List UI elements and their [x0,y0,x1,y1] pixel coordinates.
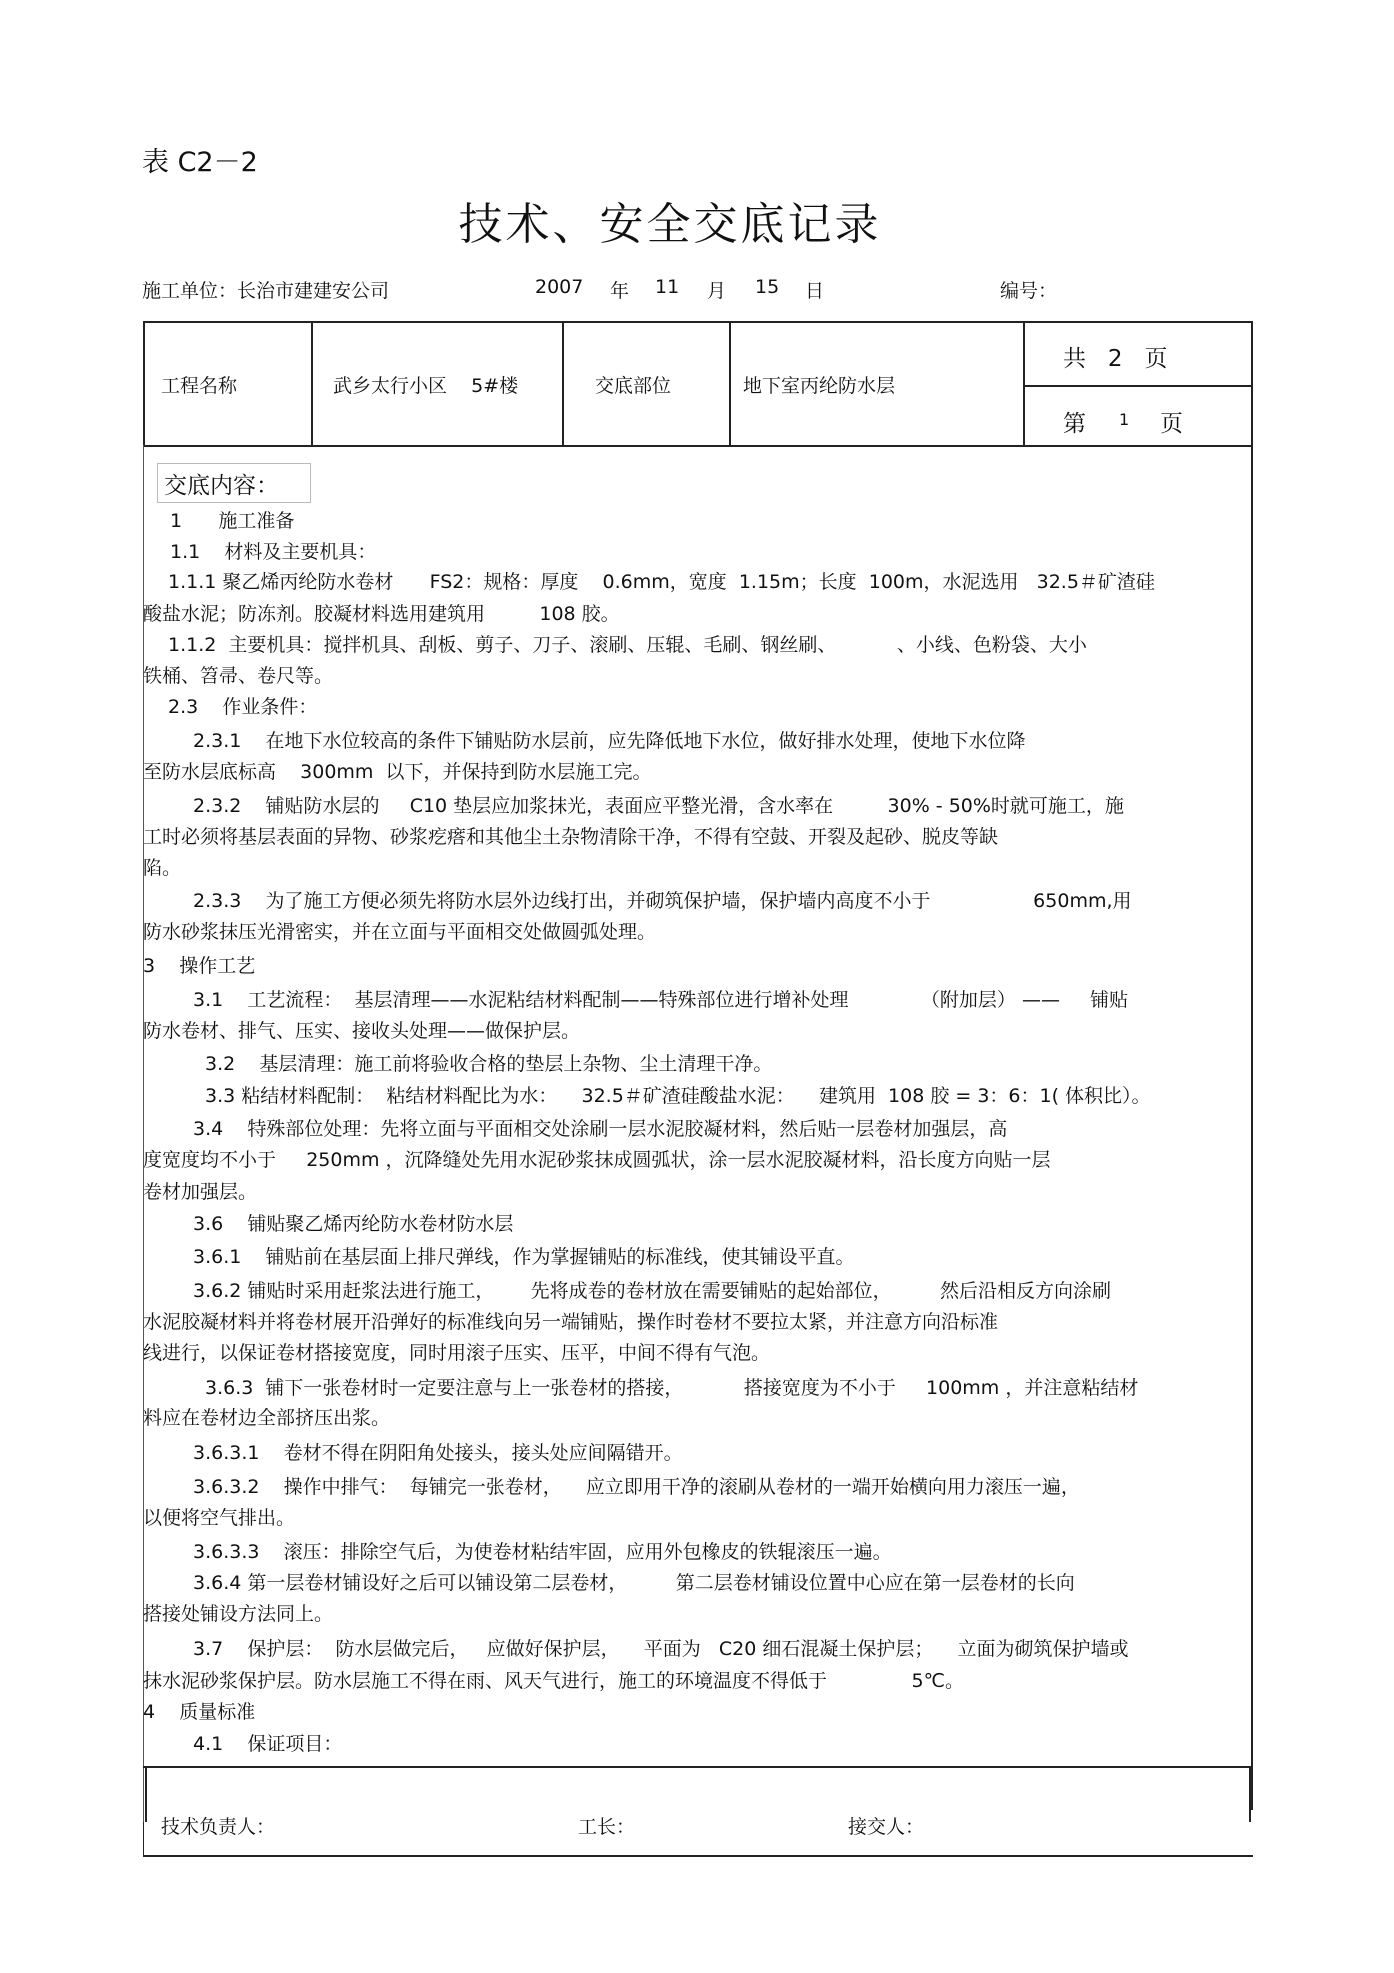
content-line: 水泥胶凝材料并将卷材展开沿弹好的标准线向另一端铺贴，操作时卷材不要拉太紧，并注意方向沿标准 [143,1311,999,1333]
content-line: 3.2 基层清理：施工前将验收合格的垫层上杂物、尘土清理干净。 [205,1053,773,1075]
content-line: 度宽度均不小于 250mm ，沉降缝处先用水泥砂浆抹成圆弧状，涂一层水泥胶凝材料，沿长度方向贴一层 [143,1149,1051,1171]
construction-unit: 施工单位：长治市建建安公司 [142,280,390,302]
content-line: 3.6.3.3 滚压：排除空气后，为使卷材粘结牢固，应用外包橡皮的铁辊滚压一遍。 [193,1541,892,1563]
content-line: 1 施工准备 [170,510,295,532]
date-day-unit: 日 [805,280,825,302]
content-line: 3.6.1 铺贴前在基层面上排尺弹线，作为掌握铺贴的标准线，使其铺设平直。 [193,1246,855,1268]
content-line: 工时必须将基层表面的异物、砂浆疙瘩和其他尘土杂物清除干净，不得有空鼓、开裂及起砂、脱皮等缺 [143,826,999,848]
content-line: 铁桶、笤帚、卷尺等。 [143,665,334,687]
content-line: 陷。 [143,857,182,879]
page-prefix: 第 [1063,411,1086,437]
content-line: 3.3 粘结材料配制： 粘结材料配比为水： 32.5＃矿渣硅酸盐水泥： 建筑用 108 胶 = 3：6：1( 体积比）。 [205,1085,1151,1107]
content-line: 2.3.3 为了施工方便必须先将防水层外边线打出，并砌筑保护墙，保护墙内高度不小于 650mm,用 [193,890,1132,912]
content-line: 3.6.2 铺贴时采用赶浆法进行施工， 先将成卷的卷材放在需要铺贴的起始部位， 然后沿相反方向涂刷 [193,1280,1111,1302]
content-line: 2.3 作业条件： [168,696,318,718]
form-number: 表 C2－2 [142,147,258,178]
content-line: 3.7 保护层： 防水层做完后， 应做好保护层， 平面为 C20 细石混凝土保护层； 立面为砌筑保护墙或 [193,1638,1129,1660]
content-line: 酸盐水泥；防冻剂。胶凝材料选用建筑用 108 胶。 [143,603,620,625]
content-line: 4.1 保证项目： [193,1733,343,1755]
content-line: 2.3.2 铺贴防水层的 C10 垫层应加浆抹光，表面应平整光滑，含水率在 30% - 50%时就可施工，施 [193,795,1124,817]
content-line: 3 操作工艺 [143,955,256,977]
project-name-label: 工程名称 [161,375,238,397]
date-year: 2007 [535,276,584,298]
content-line: 4 质量标准 [143,1701,256,1723]
content-line: 卷材加强层。 [143,1181,258,1203]
total-pages: 共 2 页 [1063,346,1168,372]
content-line: 3.6.3.2 操作中排气： 每铺完一张卷材， 应立即用干净的滚刷从卷材的一端开始横向用力滚压一遍， [193,1476,1080,1498]
content-label-box [157,463,311,503]
date-day: 15 [755,276,780,298]
content-line: 1.1 材料及主要机具： [170,541,377,563]
content-line: 3.6 铺贴聚乙烯丙纶防水卷材防水层 [193,1213,514,1235]
page-title: 技术、安全交底记录 [458,199,882,250]
foreman-label: 工长： [578,1816,636,1838]
content-line: 防水卷材、排气、压实、接收头处理——做保护层。 [143,1020,581,1042]
date-month: 11 [655,276,680,298]
page-number: 1 [1119,410,1130,429]
page-suffix: 页 [1160,411,1183,437]
content-line: 3.6.4 第一层卷材铺设好之后可以铺设第二层卷材， 第二层卷材铺设位置中心应在第一层卷材的长向 [193,1572,1075,1594]
content-line: 防水砂浆抹压光滑密实，并在立面与平面相交处做圆弧处理。 [143,921,657,943]
content-line: 3.1 工艺流程： 基层清理——水泥粘结材料配制——特殊部位进行增补处理 （附加层） —— 铺贴 [193,989,1129,1011]
content-line: 2.3.1 在地下水位较高的条件下铺贴防水层前，应先降低地下水位，做好排水处理，使地下水位降 [193,730,1026,752]
receiver-label: 接交人： [848,1816,925,1838]
content-line: 抹水泥砂浆保护层。防水层施工不得在雨、风天气进行，施工的环境温度不得低于 5℃。 [143,1670,964,1692]
project-name-value: 武乡太行小区 5#楼 [333,375,519,397]
date-month-unit: 月 [707,280,727,302]
disclosure-location-label: 交底部位 [595,375,672,397]
disclosure-location-value: 地下室丙纶防水层 [743,375,896,397]
content-line: 1.1.2 主要机具：搅拌机具、刮板、剪子、刀子、滚刷、压辊、毛刷、钢丝刷、 、小线、色粉袋、大小 [168,634,1087,656]
content-line: 至防水层底标高 300mm 以下，并保持到防水层施工完。 [143,761,652,783]
content-line: 3.4 特殊部位处理：先将立面与平面相交处涂刷一层水泥胶凝材料，然后贴一层卷材加强层，高 [193,1118,1008,1140]
content-line: 以便将空气排出。 [143,1507,296,1529]
content-line: 3.6.3 铺下一张卷材时一定要注意与上一张卷材的搭接， 搭接宽度为不小于 100mm ，并注意粘结材 [205,1377,1139,1399]
content-line: 料应在卷材边全部挤压出浆。 [143,1407,391,1429]
tech-lead-label: 技术负责人： [161,1816,276,1838]
content-line: 线进行，以保证卷材搭接宽度，同时用滚子压实、压平，中间不得有气泡。 [143,1342,771,1364]
content-line: 搭接处铺设方法同上。 [143,1603,334,1625]
content-label: 交底内容： [164,473,279,499]
content-line: 3.6.3.1 卷材不得在阴阳角处接头，接头处应间隔错开。 [193,1442,683,1464]
date-year-unit: 年 [610,280,630,302]
content-line: 1.1.1 聚乙烯丙纶防水卷材 FS2：规格：厚度 0.6mm，宽度 1.15m；长度 100m，水泥选用 32.5＃矿渣硅 [168,571,1155,593]
serial-number-label: 编号： [1000,280,1058,302]
